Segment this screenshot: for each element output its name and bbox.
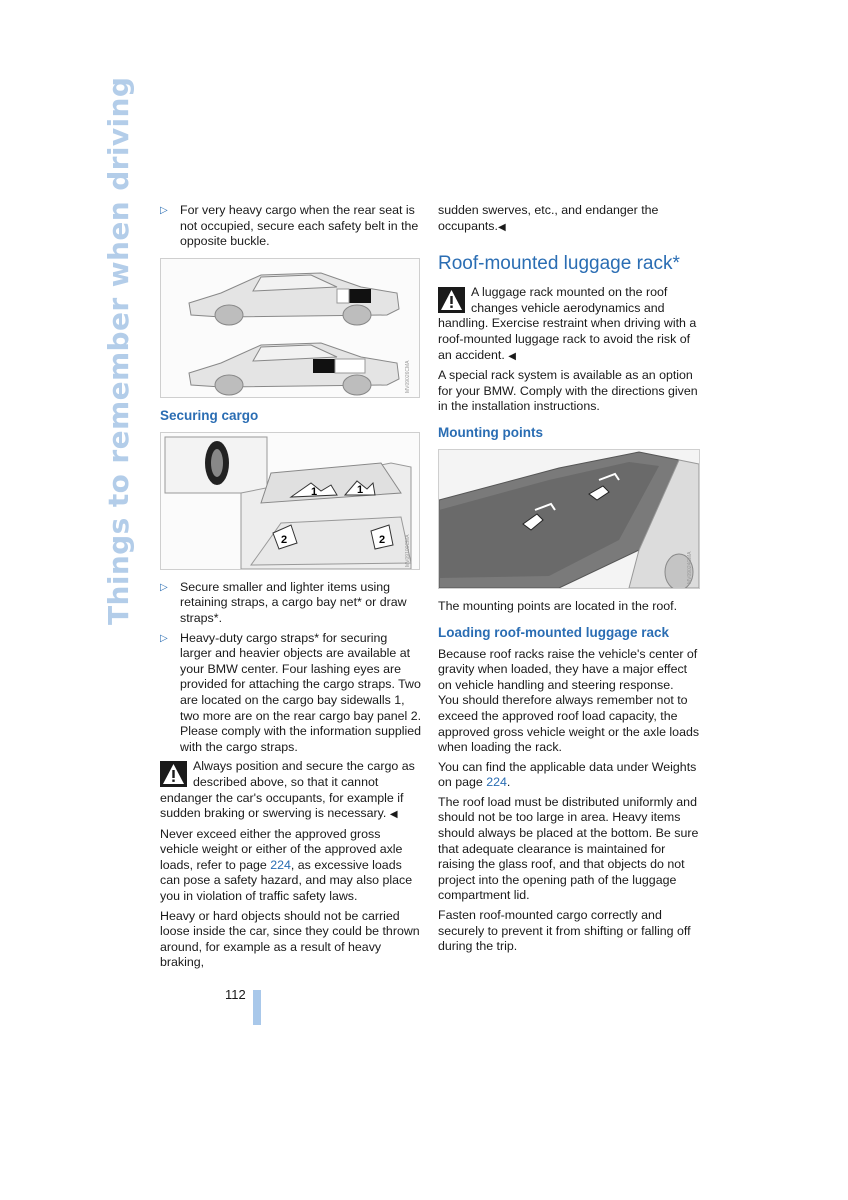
cargo-bay-illustration	[161, 433, 419, 569]
car-illustration-bottom	[189, 343, 399, 395]
fasten-paragraph: Fasten roof-mounted cargo correctly and securely to prevent it from shifting or falling off during the trip.	[438, 908, 691, 954]
label-1b: 1	[357, 483, 364, 496]
figure-rear-seat-belts	[160, 258, 420, 398]
left-column	[160, 203, 422, 975]
page-number: 112	[225, 987, 246, 1002]
bullet-heavy-duty: ▷ Heavy-duty cargo straps* for securing larger and heavier objects are available at your BMW center. Four lashing eyes are provided for attaching the cargo straps. Two are located on the cargo bay sidewalls 1, two more are on the rear cargo bay panel 2. Please comply with the information supplied with the cargo straps.	[160, 630, 422, 754]
loading-heading: Loading roof-mounted luggage rack	[438, 624, 670, 640]
roof-load-paragraph: The roof load must be distributed uniformly and should not be too large in area. Heavy items should always be placed at the bottom. Be sure that adequate clearance is maintained for raising the glass roof, and that objects do not project into the opening path of the luggage compartment lid.	[438, 794, 699, 903]
continuation-paragraph: sudden swerves, etc., and endanger the occupants.◀	[438, 203, 659, 233]
figure-roof-mounting-points	[438, 449, 700, 589]
label-2a: 2	[281, 533, 288, 546]
weights-paragraph: You can find the applicable data under Weights on page 224.	[438, 759, 697, 790]
figure-code: MV09026CMA	[405, 360, 411, 393]
mounting-points-paragraph: The mounting points are located in the roof.	[438, 598, 678, 613]
roof-rack-heading: Roof-mounted luggage rack*	[438, 253, 680, 275]
bullet-rear-seat: ▷ For very heavy cargo when the rear seat is not occupied, secure each safety belt in the opposite buckle.	[160, 203, 419, 249]
special-rack-paragraph: A special rack system is available as an option for your BMW. Comply with the directions given in the installation instructions.	[438, 368, 698, 414]
side-title: Things to remember when driving	[102, 76, 135, 625]
never-exceed-paragraph: Never exceed either the approved gross vehicle weight or either of the approved axle loads, refer to page 224, as excessive loads can pose a safety hazard, and may also place you in violation of traffic safety laws.	[160, 826, 413, 904]
page-marker-bar	[253, 990, 261, 1025]
warning-triangle-icon	[160, 761, 187, 787]
heavy-objects-paragraph: Heavy or hard objects should not be carried loose inside the car, since they could be thrown around, for example as a result of heavy braking,	[160, 908, 420, 970]
page-link[interactable]: 224	[486, 775, 507, 790]
bullet-triangle-icon: ▷	[160, 581, 168, 593]
car-seatbelt-illustration	[161, 259, 419, 397]
end-mark-icon: ◀	[508, 350, 516, 362]
securing-cargo-heading: Securing cargo	[160, 407, 259, 423]
mounting-points-heading: Mounting points	[438, 424, 543, 440]
label-1a: 1	[311, 485, 318, 498]
roof-rack-warning: A luggage rack mounted on the roof changes vehicle aerodynamics and handling. Exercise restraint when driving with a roof-mounted luggage rack to avoid the risk of an accident. ◀	[438, 285, 697, 362]
roof-illustration	[439, 450, 699, 588]
label-2b: 2	[379, 533, 386, 546]
bullet-straps: ▷ Secure smaller and lighter items using retaining straps, a cargo bay net* or draw straps*.	[160, 579, 407, 625]
bullet-triangle-icon: ▷	[160, 205, 168, 216]
end-mark-icon: ◀	[389, 809, 398, 821]
page-link[interactable]: 224	[270, 857, 291, 872]
end-mark-icon: ◀	[497, 221, 506, 233]
right-column	[438, 203, 700, 959]
figure-code: MV09100CMA	[405, 534, 411, 567]
bullet-triangle-icon: ▷	[160, 632, 168, 644]
figure-code: MV09024CMA	[687, 551, 693, 584]
loading-paragraph-1: Because roof racks raise the vehicle's center of gravity when loaded, they have a major effect on vehicle handling and steering response.	[438, 646, 698, 692]
loading-paragraph-2: You should therefore always remember not to exceed the approved roof load capacity, the approved gross vehicle weight or the axle loads when loading the rack.	[438, 693, 700, 755]
car-illustration-top	[189, 273, 399, 325]
figure-cargo-bay	[160, 432, 420, 570]
warning-triangle-icon	[438, 287, 465, 313]
cargo-warning: Always position and secure the cargo as described above, so that it cannot endanger the car's occupants, for example if sudden braking or swerving is necessary. ◀	[160, 759, 415, 821]
